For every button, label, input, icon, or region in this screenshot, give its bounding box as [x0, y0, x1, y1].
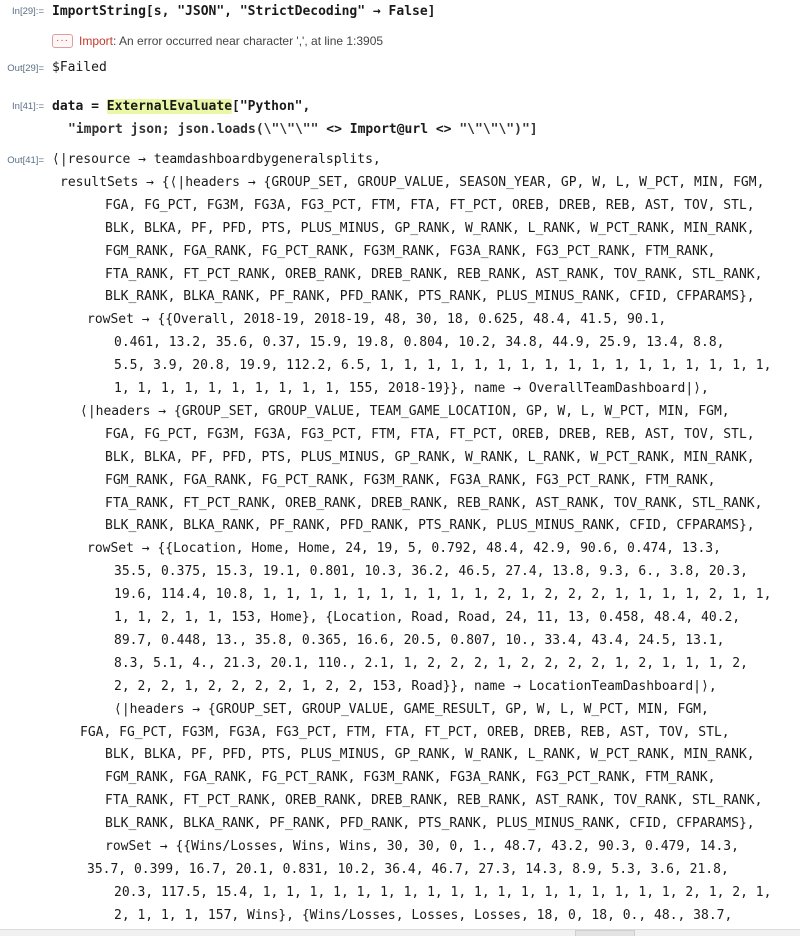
- import-error-message: [52, 31, 383, 51]
- output-line: BLK, BLKA, PF, PFD, PTS, PLUS_MINUS, GP_RANK, W_RANK, L_RANK, W_PCT_RANK, MIN_RANK,: [105, 220, 755, 236]
- input-cell-41-line-2[interactable]: [68, 118, 538, 141]
- output-line: BLK_RANK, BLKA_RANK, PF_RANK, PFD_RANK, PTS_RANK, PLUS_MINUS_RANK, CFID, CFPARAMS},: [105, 518, 755, 534]
- python-code-string: "import json; json.loads(\"\"\"": [68, 122, 327, 137]
- output-line: 8.3, 5.1, 4., 21.3, 20.1, 110., 2.1, 1, 2, 2, 2, 1, 2, 2, 2, 2, 1, 2, 1, 1, 1, 2,: [114, 655, 748, 671]
- output-line: FGA, FG_PCT, FG3M, FG3A, FG3_PCT, FTM, FTA, FT_PCT, OREB, DREB, REB, AST, TOV, STL,: [105, 197, 755, 213]
- output-cell-29[interactable]: $Failed: [52, 60, 107, 75]
- output-line: rowSet → {{Wins/Losses, Wins, Wins, 30, 30, 0, 1., 48.7, 43.2, 90.3, 0.479, 14.3,: [105, 839, 739, 854]
- input-label-41: In[41]:=: [12, 101, 44, 112]
- output-line: ⟨|resource → teamdashboardbygeneralsplits,: [52, 152, 381, 167]
- horizontal-scrollbar[interactable]: [0, 929, 800, 936]
- output-line: BLK, BLKA, PF, PFD, PTS, PLUS_MINUS, GP_RANK, W_RANK, L_RANK, W_PCT_RANK, MIN_RANK,: [105, 747, 755, 763]
- external-evaluate-function[interactable]: ExternalEvaluate: [106, 99, 233, 114]
- output-line: BLK_RANK, BLKA_RANK, PF_RANK, PFD_RANK, PTS_RANK, PLUS_MINUS_RANK, CFID, CFPARAMS},: [105, 816, 755, 832]
- import-url-expr: <> Import@url <>: [326, 122, 460, 137]
- output-line: 20.3, 117.5, 15.4, 1, 1, 1, 1, 1, 1, 1, 1, 1, 1, 1, 1, 1, 1, 1, 1, 1, 1, 2, 1, 2, 1,: [114, 884, 772, 900]
- output-line: 1, 1, 2, 1, 1, 153, Home}, {Location, Road, Road, 24, 11, 13, 0.458, 48.4, 40.2,: [114, 610, 741, 625]
- output-line: FGM_RANK, FGA_RANK, FG_PCT_RANK, FG3M_RANK, FG3A_RANK, FG3_PCT_RANK, FTM_RANK,: [105, 770, 716, 786]
- output-line: rowSet → {{Overall, 2018-19, 2018-19, 48, 30, 18, 0.625, 48.4, 41.5, 90.1,: [87, 312, 667, 328]
- output-line: FGA, FG_PCT, FG3M, FG3A, FG3_PCT, FTM, FTA, FT_PCT, OREB, DREB, REB, AST, TOV, STL,: [105, 426, 755, 442]
- input-cell-29[interactable]: ImportString[s, "JSON", "StrictDecoding" → False]: [52, 4, 436, 19]
- output-line: 1, 1, 1, 1, 1, 1, 1, 1, 1, 1, 155, 2018-19}}, name → OverallTeamDashboard|⟩,: [114, 381, 709, 396]
- output-line: rowSet → {{Location, Home, Home, 24, 19, 5, 0.792, 48.4, 42.9, 90.6, 0.474, 13.3,: [87, 541, 721, 557]
- output-line: FTA_RANK, FT_PCT_RANK, OREB_RANK, DREB_RANK, REB_RANK, AST_RANK, TOV_RANK, STL_RANK,: [105, 266, 763, 282]
- output-label-29: Out[29]=: [7, 63, 44, 74]
- output-line: FGM_RANK, FGA_RANK, FG_PCT_RANK, FG3M_RANK, FG3A_RANK, FG3_PCT_RANK, FTM_RANK,: [105, 243, 716, 259]
- output-line: 35.5, 0.375, 15.3, 19.1, 0.801, 10.3, 36.2, 46.5, 27.4, 13.8, 9.3, 6., 3.8, 20.3,: [114, 564, 748, 580]
- output-line: 2, 1, 1, 1, 157, Wins}, {Wins/Losses, Losses, Losses, 18, 0, 18, 0., 48., 38.7,: [114, 907, 733, 923]
- output-label-41: Out[41]=: [7, 155, 44, 166]
- output-line: 2, 2, 2, 1, 2, 2, 2, 2, 1, 2, 2, 153, Road}}, name → LocationTeamDashboard|⟩,: [114, 678, 717, 694]
- output-line: 5.5, 3.9, 20.8, 19.9, 112.2, 6.5, 1, 1, 1, 1, 1, 1, 1, 1, 1, 1, 1, 1, 1, 1, 1, 1, 1,: [114, 358, 772, 374]
- output-line: BLK_RANK, BLKA_RANK, PF_RANK, PFD_RANK, PTS_RANK, PLUS_MINUS_RANK, CFID, CFPARAMS},: [105, 289, 755, 305]
- output-line: ⟨|headers → {GROUP_SET, GROUP_VALUE, TEAM_GAME_LOCATION, GP, W, L, W_PCT, MIN, FGM,: [80, 403, 730, 419]
- closing-string: "\"\"\")"]: [459, 122, 538, 137]
- output-line: FTA_RANK, FT_PCT_RANK, OREB_RANK, DREB_RANK, REB_RANK, AST_RANK, TOV_RANK, STL_RANK,: [105, 793, 763, 809]
- output-line: BLK, BLKA, PF, PFD, PTS, PLUS_MINUS, GP_RANK, W_RANK, L_RANK, W_PCT_RANK, MIN_RANK,: [105, 449, 755, 465]
- output-line: 35.7, 0.399, 16.7, 20.1, 0.831, 10.2, 36.4, 46.7, 27.3, 14.3, 8.9, 5.3, 3.6, 21.8,: [87, 861, 729, 877]
- output-line: 0.461, 13.2, 35.6, 0.37, 15.9, 19.8, 0.804, 10.2, 34.8, 44.9, 25.9, 13.4, 8.8,: [114, 335, 725, 351]
- assignment-prefix: data =: [52, 99, 107, 114]
- input-label-29: In[29]:=: [12, 6, 44, 17]
- output-line: resultSets → {⟨|headers → {GROUP_SET, GROUP_VALUE, SEASON_YEAR, GP, W, L, W_PCT, MIN, FGM,: [60, 174, 765, 190]
- output-line: ⟨|headers → {GROUP_SET, GROUP_VALUE, GAME_RESULT, GP, W, L, W_PCT, MIN, FGM,: [114, 701, 709, 717]
- output-line: FGA, FG_PCT, FG3M, FG3A, FG3_PCT, FTM, FTA, FT_PCT, OREB, DREB, REB, AST, TOV, STL,: [80, 724, 730, 740]
- function-args-start: ["Python",: [232, 99, 311, 114]
- message-menu-icon[interactable]: ···: [52, 34, 73, 48]
- message-text: : An error occurred near character ',', at line 1:3905: [113, 34, 384, 48]
- output-line: FGM_RANK, FGA_RANK, FG_PCT_RANK, FG3M_RANK, FG3A_RANK, FG3_PCT_RANK, FTM_RANK,: [105, 472, 716, 488]
- message-title[interactable]: Import: [79, 34, 114, 48]
- input-cell-41-line-1[interactable]: [52, 95, 310, 118]
- scrollbar-thumb[interactable]: [575, 930, 635, 936]
- output-line: 19.6, 114.4, 10.8, 1, 1, 1, 1, 1, 1, 1, 1, 1, 1, 2, 1, 2, 2, 2, 1, 1, 1, 1, 2, 1, 1,: [114, 587, 772, 603]
- output-line: FTA_RANK, FT_PCT_RANK, OREB_RANK, DREB_RANK, REB_RANK, AST_RANK, TOV_RANK, STL_RANK,: [105, 495, 763, 511]
- output-line: 89.7, 0.448, 13., 35.8, 0.365, 16.6, 20.5, 0.807, 10., 33.4, 43.4, 24.5, 13.1,: [114, 632, 725, 648]
